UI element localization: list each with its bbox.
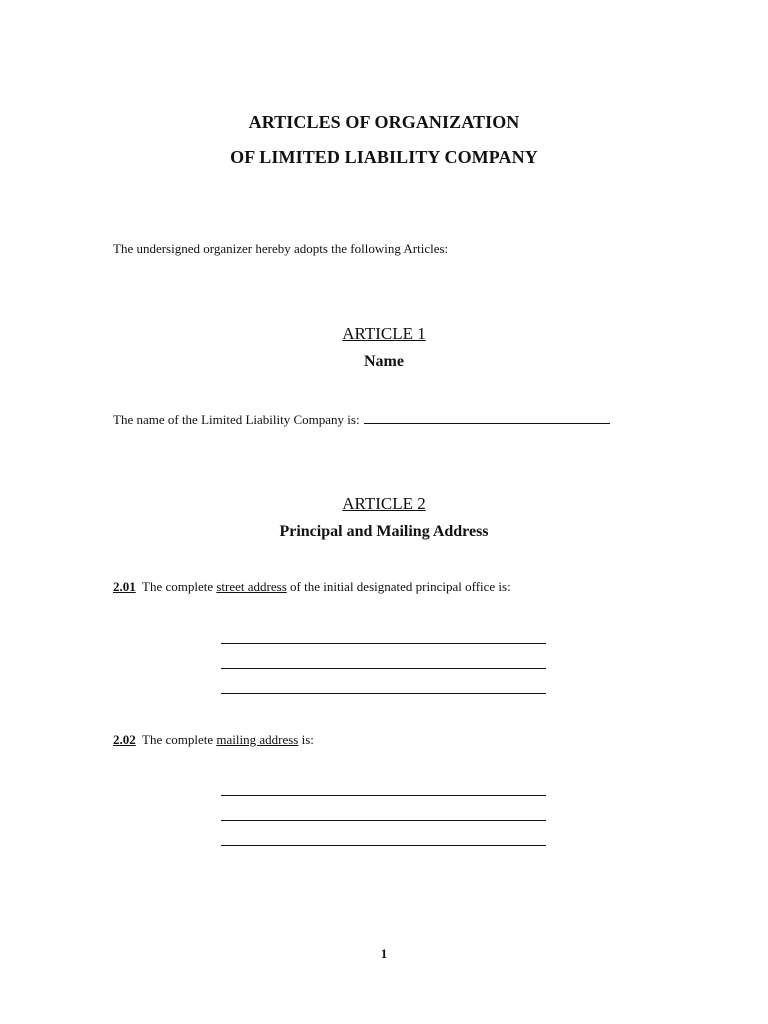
article-2-subheading: Principal and Mailing Address: [279, 523, 489, 540]
company-name-line: [113, 411, 610, 428]
article-2-heading: ARTICLE 2: [342, 494, 426, 513]
section-2-02-number: 2.02: [113, 732, 136, 747]
document-title-line-1: ARTICLES OF ORGANIZATION: [248, 112, 520, 132]
section-2-01: [113, 579, 511, 595]
section-2-01-street-address: street address: [216, 579, 287, 594]
document-title-line-2: OF LIMITED LIABILITY COMPANY: [230, 147, 538, 167]
intro-text: The undersigned organizer hereby adopts the following Articles:: [113, 241, 449, 256]
mailing-address-blank-3[interactable]: [221, 845, 546, 846]
section-2-02-text-after: is:: [301, 732, 314, 747]
section-2-01-number: 2.01: [113, 579, 136, 594]
section-2-02-text-before: The complete: [142, 732, 214, 747]
section-2-02-mailing-address: mailing address: [216, 732, 299, 747]
section-2-01-text-after: of the initial designated principal office is:: [290, 579, 511, 594]
street-address-blank-1[interactable]: [221, 643, 546, 644]
company-name-label: The name of the Limited Liability Company is:: [113, 412, 360, 427]
company-name-blank[interactable]: [364, 411, 610, 424]
street-address-blank-3[interactable]: [221, 693, 546, 694]
mailing-address-blank-2[interactable]: [221, 820, 546, 821]
section-2-02: [113, 732, 314, 748]
article-1-heading: ARTICLE 1: [342, 324, 426, 343]
article-1-subheading: Name: [364, 353, 404, 370]
section-2-01-text-before: The complete: [142, 579, 214, 594]
street-address-blank-2[interactable]: [221, 668, 546, 669]
mailing-address-blank-1[interactable]: [221, 795, 546, 796]
page-number: 1: [380, 946, 388, 961]
